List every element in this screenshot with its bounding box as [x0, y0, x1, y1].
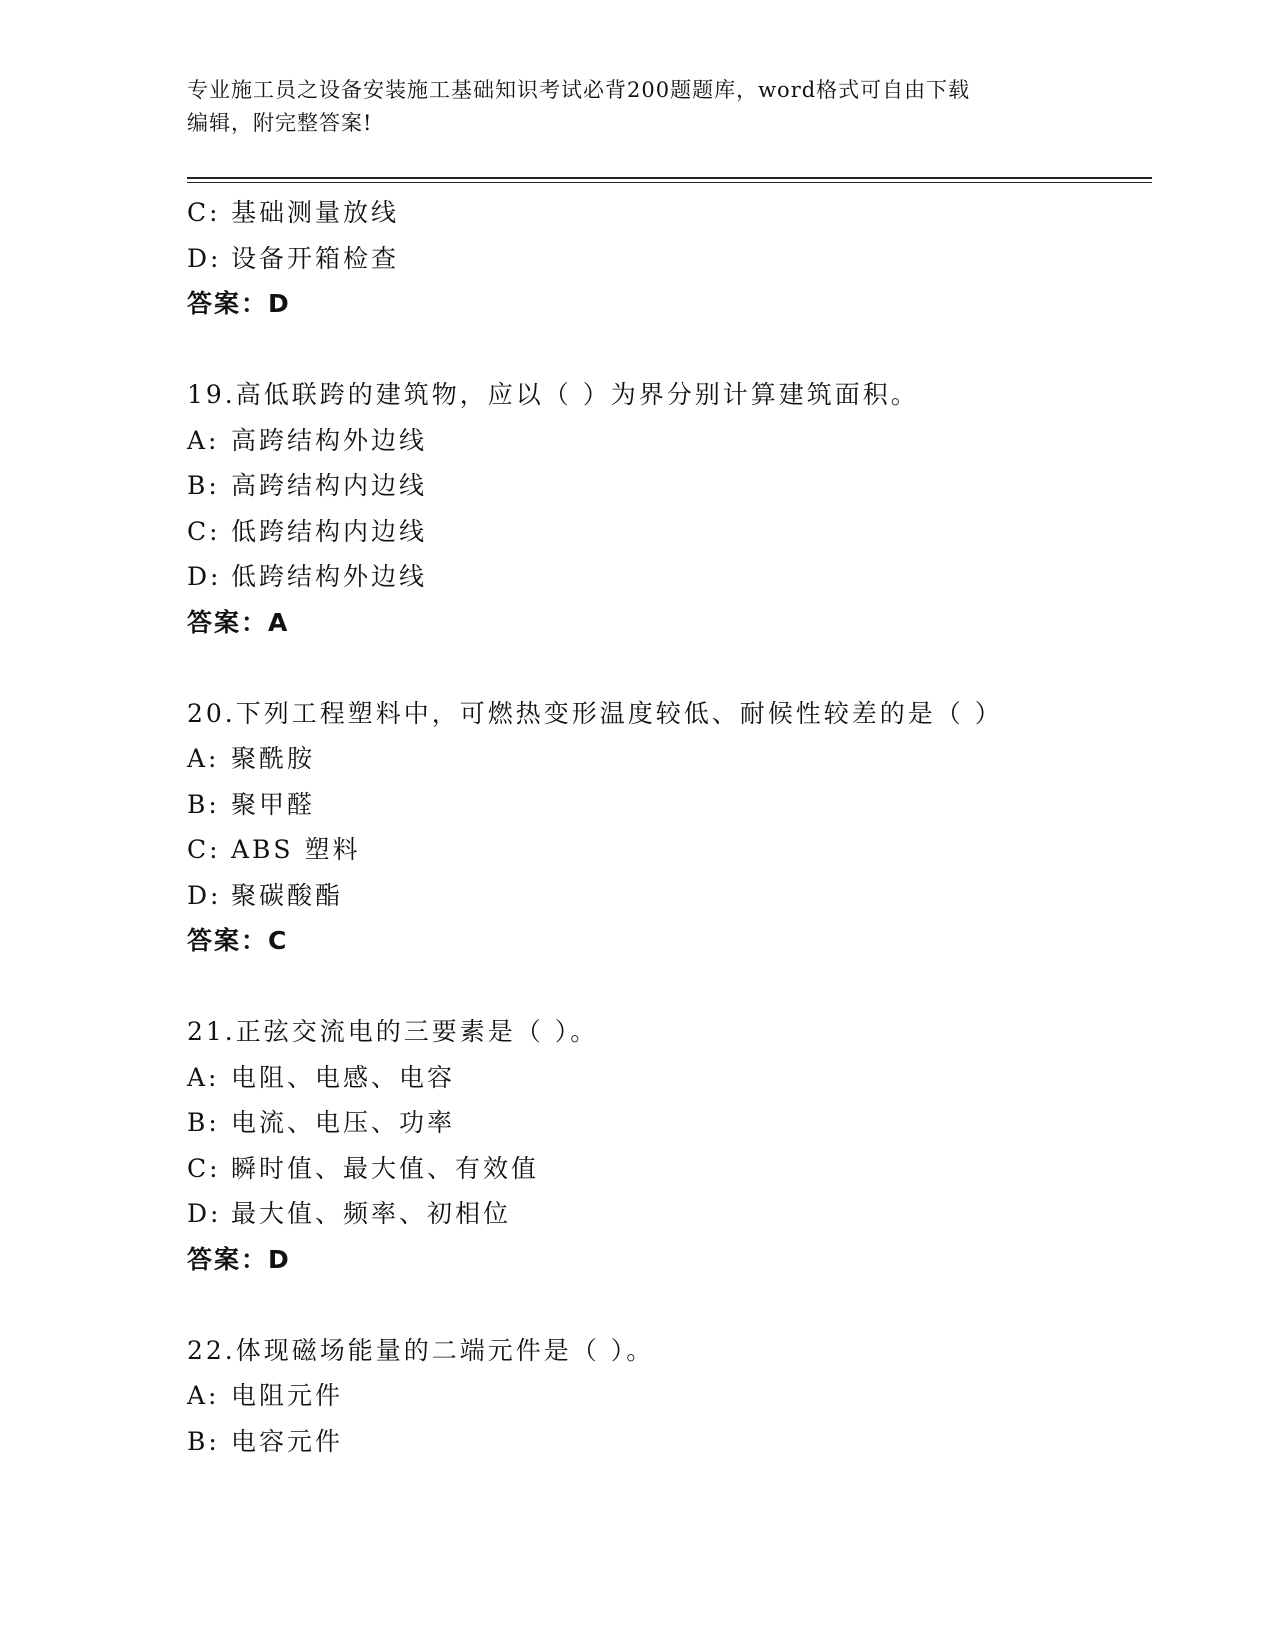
header-divider-thick: [187, 177, 1152, 179]
option-prefix: A:: [187, 1381, 220, 1410]
option-prefix: C:: [187, 835, 221, 864]
option-text: 低跨结构外边线: [231, 562, 428, 591]
option-text: 低跨结构内边线: [231, 516, 428, 546]
option-a: [187, 1055, 1152, 1101]
question-block-21: [187, 1009, 1152, 1282]
option-text: 设备开箱检查: [231, 243, 400, 273]
question-stem: 20.下列工程塑料中，可燃热变形温度较低、耐候性较差的是（ ）: [187, 698, 1003, 728]
answer-line: 答案：D: [187, 289, 291, 318]
spacer: [187, 1282, 1152, 1328]
option-a: [187, 418, 1152, 464]
option-text: 高跨结构外边线: [231, 425, 428, 455]
option-text: 电阻、电感、电容: [231, 1062, 456, 1092]
option-c: [187, 827, 1152, 873]
option-text: 聚甲醛: [231, 789, 316, 819]
option-b: [187, 1100, 1152, 1146]
answer-line: 答案：A: [187, 607, 290, 637]
option-d: [187, 1191, 1152, 1237]
option-prefix: C:: [187, 198, 221, 227]
option-d: [187, 554, 1152, 600]
option-text: 瞬时值、最大值、有效值: [231, 1153, 540, 1183]
option-prefix: C:: [187, 1153, 221, 1183]
option-text: 电流、电压、功率: [231, 1108, 456, 1137]
question-stem: 21.正弦交流电的三要素是（ ）。: [187, 1017, 599, 1046]
option-text: 最大值、频率、初相位: [231, 1199, 512, 1228]
spacer: [187, 327, 1152, 373]
option-b: [187, 463, 1152, 509]
option-b: [187, 1419, 1152, 1465]
option-prefix: A:: [187, 1062, 220, 1092]
option-prefix: D:: [187, 880, 222, 910]
question-stem: 19.高低联跨的建筑物，应以（ ）为界分别计算建筑面积。: [187, 380, 919, 409]
header-title-line-1: 专业施工员之设备安装施工基础知识考试必背200题题库，word格式可自由下载: [187, 78, 971, 102]
option-prefix: A:: [187, 425, 220, 455]
question-stem: 22.体现磁场能量的二端元件是（ ）。: [187, 1335, 655, 1365]
option-text: 电容元件: [231, 1426, 344, 1456]
answer-line: 答案：C: [187, 926, 289, 955]
option-text: 基础测量放线: [231, 198, 400, 227]
option-prefix: B:: [187, 789, 220, 819]
option-prefix: B:: [187, 1108, 220, 1137]
option-d: [187, 236, 1152, 282]
option-prefix: D:: [187, 243, 222, 273]
option-c: [187, 190, 1152, 236]
header-title-line-2: 编辑，附完整答案!: [187, 111, 373, 135]
question-block-22: [187, 1328, 1152, 1465]
option-text: 聚碳酸酯: [231, 880, 344, 910]
option-text: 聚酰胺: [231, 744, 316, 773]
spacer: [187, 645, 1152, 691]
answer-line: 答案：D: [187, 1244, 291, 1274]
question-block-carryover: [187, 190, 1152, 327]
question-list: [187, 190, 1152, 1464]
option-a: [187, 1373, 1152, 1419]
spacer: [187, 964, 1152, 1010]
option-b: [187, 782, 1152, 828]
option-d: [187, 873, 1152, 919]
option-a: [187, 736, 1152, 782]
question-block-19: [187, 372, 1152, 645]
option-text: 电阻元件: [231, 1381, 344, 1410]
option-prefix: A:: [187, 744, 220, 773]
option-prefix: C:: [187, 516, 221, 546]
option-c: [187, 509, 1152, 555]
option-prefix: D:: [187, 1199, 222, 1228]
question-block-20: [187, 691, 1152, 964]
option-text: 高跨结构内边线: [231, 471, 428, 500]
option-c: [187, 1146, 1152, 1192]
document-header: [187, 74, 1087, 140]
option-prefix: B:: [187, 471, 220, 500]
header-divider-thin: [187, 182, 1152, 183]
option-prefix: D:: [187, 562, 222, 591]
option-text: ABS 塑料: [231, 835, 361, 864]
option-prefix: B:: [187, 1426, 220, 1456]
